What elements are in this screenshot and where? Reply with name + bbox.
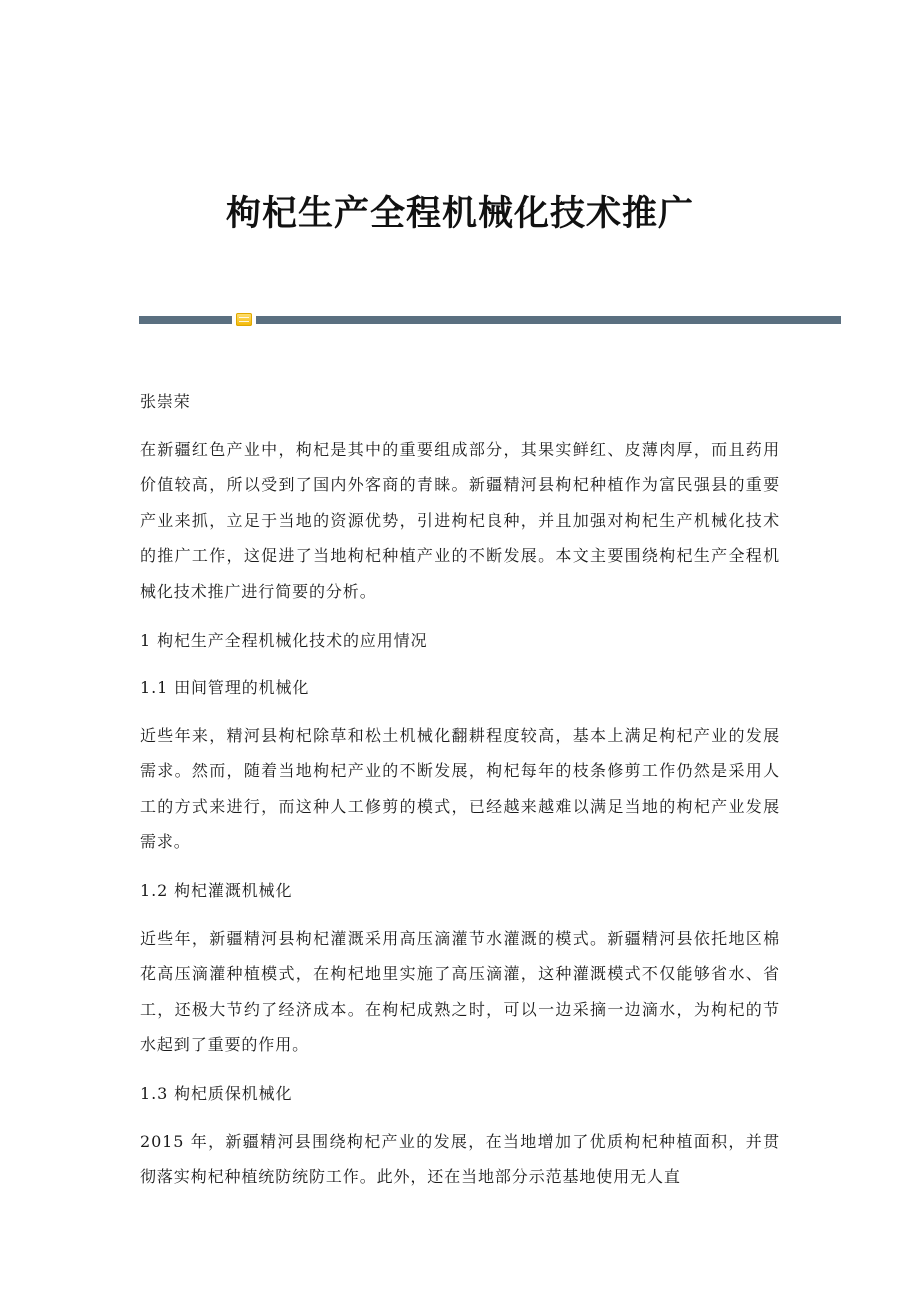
section-heading-1: 1 枸杞生产全程机械化技术的应用情况 [140,630,428,650]
author-name: 张崇荣 [140,392,191,411]
paragraph-irrigation: 近些年，新疆精河县枸杞灌溉采用高压滴灌节水灌溉的模式。新疆精河县依托地区棉花高压滴灌种植模式，在枸杞地里实施了高压滴灌，这种灌溉模式不仅能够省水、省工，还极大节约了经济成本。在枸杞成熟之时，可以一边采摘一边滴水，为枸杞的节水起到了重要的作用。 [140,928,780,1054]
subsection-heading-1-2: 1.2 枸杞灌溉机械化 [140,881,293,900]
divider-bar-right [256,316,841,324]
subsection-heading-1-1: 1.1 田间管理的机械化 [140,678,310,697]
article-body [140,384,780,1208]
paragraph-field-management: 近些年来，精河县枸杞除草和松土机械化翻耕程度较高，基本上满足枸杞产业的发展需求。然而，随着当地枸杞产业的不断发展，枸杞每年的枝条修剪工作仍然是采用人工的方式来进行，而这种人工修剪的模式，已经越来越难以满足当地的枸杞产业发展需求。 [140,725,780,851]
document-title: 枸杞生产全程机械化技术推广 [225,193,694,234]
subsection-heading-1-3: 1.3 枸杞质保机械化 [140,1084,293,1103]
paragraph-quality: 2015 年，新疆精河县围绕枸杞产业的发展，在当地增加了优质枸杞种植面积，并贯彻落实枸杞种植统防统防工作。此外，还在当地部分示范基地使用无人直 [140,1131,780,1186]
title-divider [139,313,841,327]
intro-paragraph: 在新疆红色产业中，枸杞是其中的重要组成部分，其果实鲜红、皮薄肉厚，而且药用价值较高，所以受到了国内外客商的青睐。新疆精河县枸杞种植作为富民强县的重要产业来抓，立足于当地的资源优势，引进枸杞良种，并且加强对枸杞生产机械化技术的推广工作，这促进了当地枸杞种植产业的不断发展。本文主要围绕枸杞生产全程机械化技术推广进行简要的分析。 [140,439,780,601]
divider-badge-icon [236,313,252,326]
divider-bar-left [139,316,232,324]
